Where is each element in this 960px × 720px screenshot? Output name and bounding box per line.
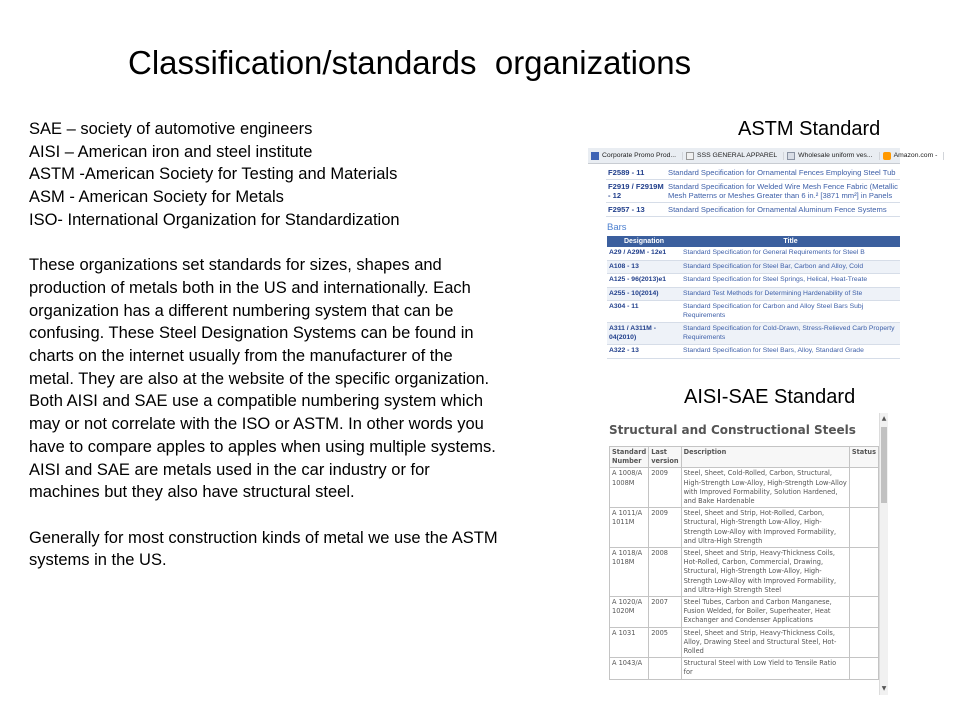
scrollbar[interactable] <box>879 413 888 695</box>
table-row <box>610 548 879 597</box>
designation-link[interactable]: A304 - 11 <box>607 301 681 323</box>
paragraph-line: charts on the internet usually from the manufacturer of the <box>29 347 453 366</box>
body-text <box>29 118 569 572</box>
standard-number: A 1018/A 1018M <box>610 548 649 597</box>
title-link[interactable]: Standard Specification for Steel Springs, Helical, Heat-Treate <box>681 274 900 288</box>
paragraph-line: have to compare apples to apples when using multiple systems. <box>29 437 496 456</box>
table-row <box>610 627 879 658</box>
title-link[interactable]: Standard Specification for General Requirements for Steel B <box>681 247 900 260</box>
table-header-row <box>610 447 879 468</box>
org-line: SAE – society of automotive engineers <box>29 120 313 138</box>
organization-list <box>29 118 569 232</box>
table-row <box>610 597 879 628</box>
title-link[interactable]: Standard Specification for Ornamental Fences Employing Steel Tub <box>666 166 900 180</box>
designation-link[interactable]: A255 - 10(2014) <box>607 287 681 301</box>
bookmark-label: Amazon.com - <box>893 152 938 159</box>
table-row <box>610 468 879 508</box>
spacer <box>29 504 569 527</box>
description: Steel, Sheet, Cold-Rolled, Carbon, Structural, High-Strength Low-Alloy, High-Strength Low-Alloy with Improved Formability, Solution Hardened, and Bake Hardenable <box>681 468 849 508</box>
designation-link[interactable]: F2589 - 11 <box>606 166 666 180</box>
standard-number: A 1043/A <box>610 658 649 679</box>
column-header: Designation <box>607 236 681 247</box>
bookmark-label: Corporate Promo Prod... <box>602 152 677 159</box>
table-row <box>607 287 900 301</box>
paragraph-line: These organizations set standards for sizes, shapes and <box>29 256 442 275</box>
scrollbar-thumb[interactable] <box>881 427 887 503</box>
page-icon <box>686 152 694 160</box>
last-version: 2009 <box>649 508 681 548</box>
designation-link[interactable]: F2919 / F2919M - 12 <box>606 180 666 203</box>
last-version: 2009 <box>649 468 681 508</box>
column-header: Title <box>681 236 900 247</box>
bookmark-label: SSS GENERAL APPAREL <box>697 152 778 159</box>
standard-number: A 1011/A 1011M <box>610 508 649 548</box>
fence-standards-table <box>606 166 900 217</box>
paragraph-line: may or not correlate with the ISO or ASTM. In other words you <box>29 415 484 434</box>
aisi-screenshot <box>599 413 888 695</box>
column-header: Last version <box>649 447 681 468</box>
designation-link[interactable]: A29 / A29M - 12e1 <box>607 247 681 260</box>
description: Steel, Sheet and Strip, Heavy-Thickness Coils, Alloy, Drawing Steel and Structural Steel, Hot-Rolled <box>681 627 849 658</box>
amazon-icon <box>883 152 891 160</box>
designation-link[interactable]: A322 - 13 <box>607 345 681 359</box>
bookmark[interactable] <box>588 152 683 160</box>
aisi-table-heading: Structural and Constructional Steels <box>609 423 856 437</box>
table-row <box>606 203 900 217</box>
paragraph-line: production of metals both in the US and internationally. Each <box>29 278 471 297</box>
title-link[interactable]: Standard Specification for Cold-Drawn, Stress-Relieved Carb Property Requirements <box>681 323 900 345</box>
page-icon <box>787 152 795 160</box>
table-row <box>610 658 879 679</box>
column-header: Standard Number <box>610 447 649 468</box>
org-line: AISI – American iron and steel institute <box>29 142 313 161</box>
last-version <box>649 658 681 679</box>
standard-number: A 1031 <box>610 627 649 658</box>
column-header: Description <box>681 447 849 468</box>
astm-screenshot <box>588 148 938 374</box>
standard-number: A 1008/A 1008M <box>610 468 649 508</box>
column-header: Status <box>849 447 878 468</box>
astm-caption: ASTM Standard <box>738 118 881 140</box>
status <box>849 468 878 508</box>
paragraph-construction <box>29 527 569 572</box>
aisi-standards-table <box>609 446 879 680</box>
title-link[interactable]: Standard Specification for Steel Bar, Carbon and Alloy, Cold <box>681 260 900 274</box>
table-row <box>607 247 900 260</box>
bars-heading: Bars <box>607 222 627 233</box>
org-line: ASM - American Society for Metals <box>29 188 284 207</box>
table-row <box>610 508 879 548</box>
title-link[interactable]: Standard Specification for Ornamental Aluminum Fence Systems <box>666 203 900 217</box>
paragraph-line: machines but they also have structural steel. <box>29 483 355 502</box>
table-row <box>607 260 900 274</box>
table-row <box>607 274 900 288</box>
paragraph-line: AISI and SAE are metals used in the car industry or for <box>29 460 430 479</box>
table-row <box>607 301 900 323</box>
scroll-up-icon[interactable]: ▲ <box>881 415 887 422</box>
description: Steel, Sheet and Strip, Heavy-Thickness Coils, Hot-Rolled, Carbon, Commercial, Drawing, Structural, High-Strength Low-Alloy, High-Strength Low-Alloy with Improved Formability, and Ultra-High Strength Steel <box>681 548 849 597</box>
table-row <box>607 345 900 359</box>
designation-link[interactable]: A311 / A311M - 04(2010) <box>607 323 681 345</box>
scroll-down-icon[interactable]: ▼ <box>881 685 887 692</box>
paragraph-line: confusing. These Steel Designation Systems can be found in <box>29 324 474 343</box>
status <box>849 508 878 548</box>
title-link[interactable]: Standard Specification for Welded Wire Mesh Fence Fabric (Metallic Mesh Patterns or Meshes Greater than 6 in.² [3871 mm²] in Panels <box>666 180 900 203</box>
paragraph-standards <box>29 254 569 504</box>
last-version: 2005 <box>649 627 681 658</box>
table-header-row <box>607 236 900 247</box>
paragraph-line: systems in the US. <box>29 551 167 570</box>
bookmark[interactable] <box>880 152 945 160</box>
bars-standards-table <box>607 236 900 359</box>
designation-link[interactable]: F2957 - 13 <box>606 203 666 217</box>
paragraph-line: Both AISI and SAE use a compatible numbering system which <box>29 392 483 411</box>
table-row <box>606 180 900 203</box>
status <box>849 597 878 628</box>
standard-number: A 1020/A 1020M <box>610 597 649 628</box>
org-line: ASTM -American Society for Testing and Materials <box>29 165 398 184</box>
title-link[interactable]: Standard Specification for Carbon and Alloy Steel Bars Subj Requirements <box>681 301 900 323</box>
status <box>849 548 878 597</box>
title-link[interactable]: Standard Test Methods for Determining Hardenability of Ste <box>681 287 900 301</box>
bookmark-label: Wholesale uniform ves... <box>798 152 873 159</box>
bookmark[interactable] <box>683 152 784 160</box>
status <box>849 658 878 679</box>
paragraph-line: metal. They are also at the website of the specific organization. <box>29 369 490 388</box>
paragraph-line: Generally for most construction kinds of metal we use the ASTM <box>29 528 498 547</box>
bookmarks-bar <box>588 148 938 164</box>
slide-title: Classification/standards organizations <box>128 44 692 81</box>
paragraph-line: organization has a different numbering system that can be <box>29 301 454 320</box>
bookmark[interactable] <box>784 152 879 160</box>
spacer <box>29 232 569 255</box>
description: Steel Tubes, Carbon and Carbon Manganese, Fusion Welded, for Boiler, Superheater, Heat Exchanger and Condenser Applications <box>681 597 849 628</box>
status <box>849 627 878 658</box>
org-line: ISO- International Organization for Standardization <box>29 210 400 229</box>
description: Structural Steel with Low Yield to Tensile Ratio for <box>681 658 849 679</box>
aisi-caption: AISI-SAE Standard <box>684 386 856 408</box>
table-row <box>606 166 900 180</box>
designation-link[interactable]: A125 - 96(2013)e1 <box>607 274 681 288</box>
page-icon <box>591 152 599 160</box>
designation-link[interactable]: A108 - 13 <box>607 260 681 274</box>
description: Steel, Sheet and Strip, Hot-Rolled, Carbon, Structural, High-Strength Low-Alloy, High-Strength Low-Alloy with Improved Formability, and Ultra-High Strength <box>681 508 849 548</box>
table-row <box>607 323 900 345</box>
title-link[interactable]: Standard Specification for Steel Bars, Alloy, Standard Grade <box>681 345 900 359</box>
last-version: 2008 <box>649 548 681 597</box>
last-version: 2007 <box>649 597 681 628</box>
